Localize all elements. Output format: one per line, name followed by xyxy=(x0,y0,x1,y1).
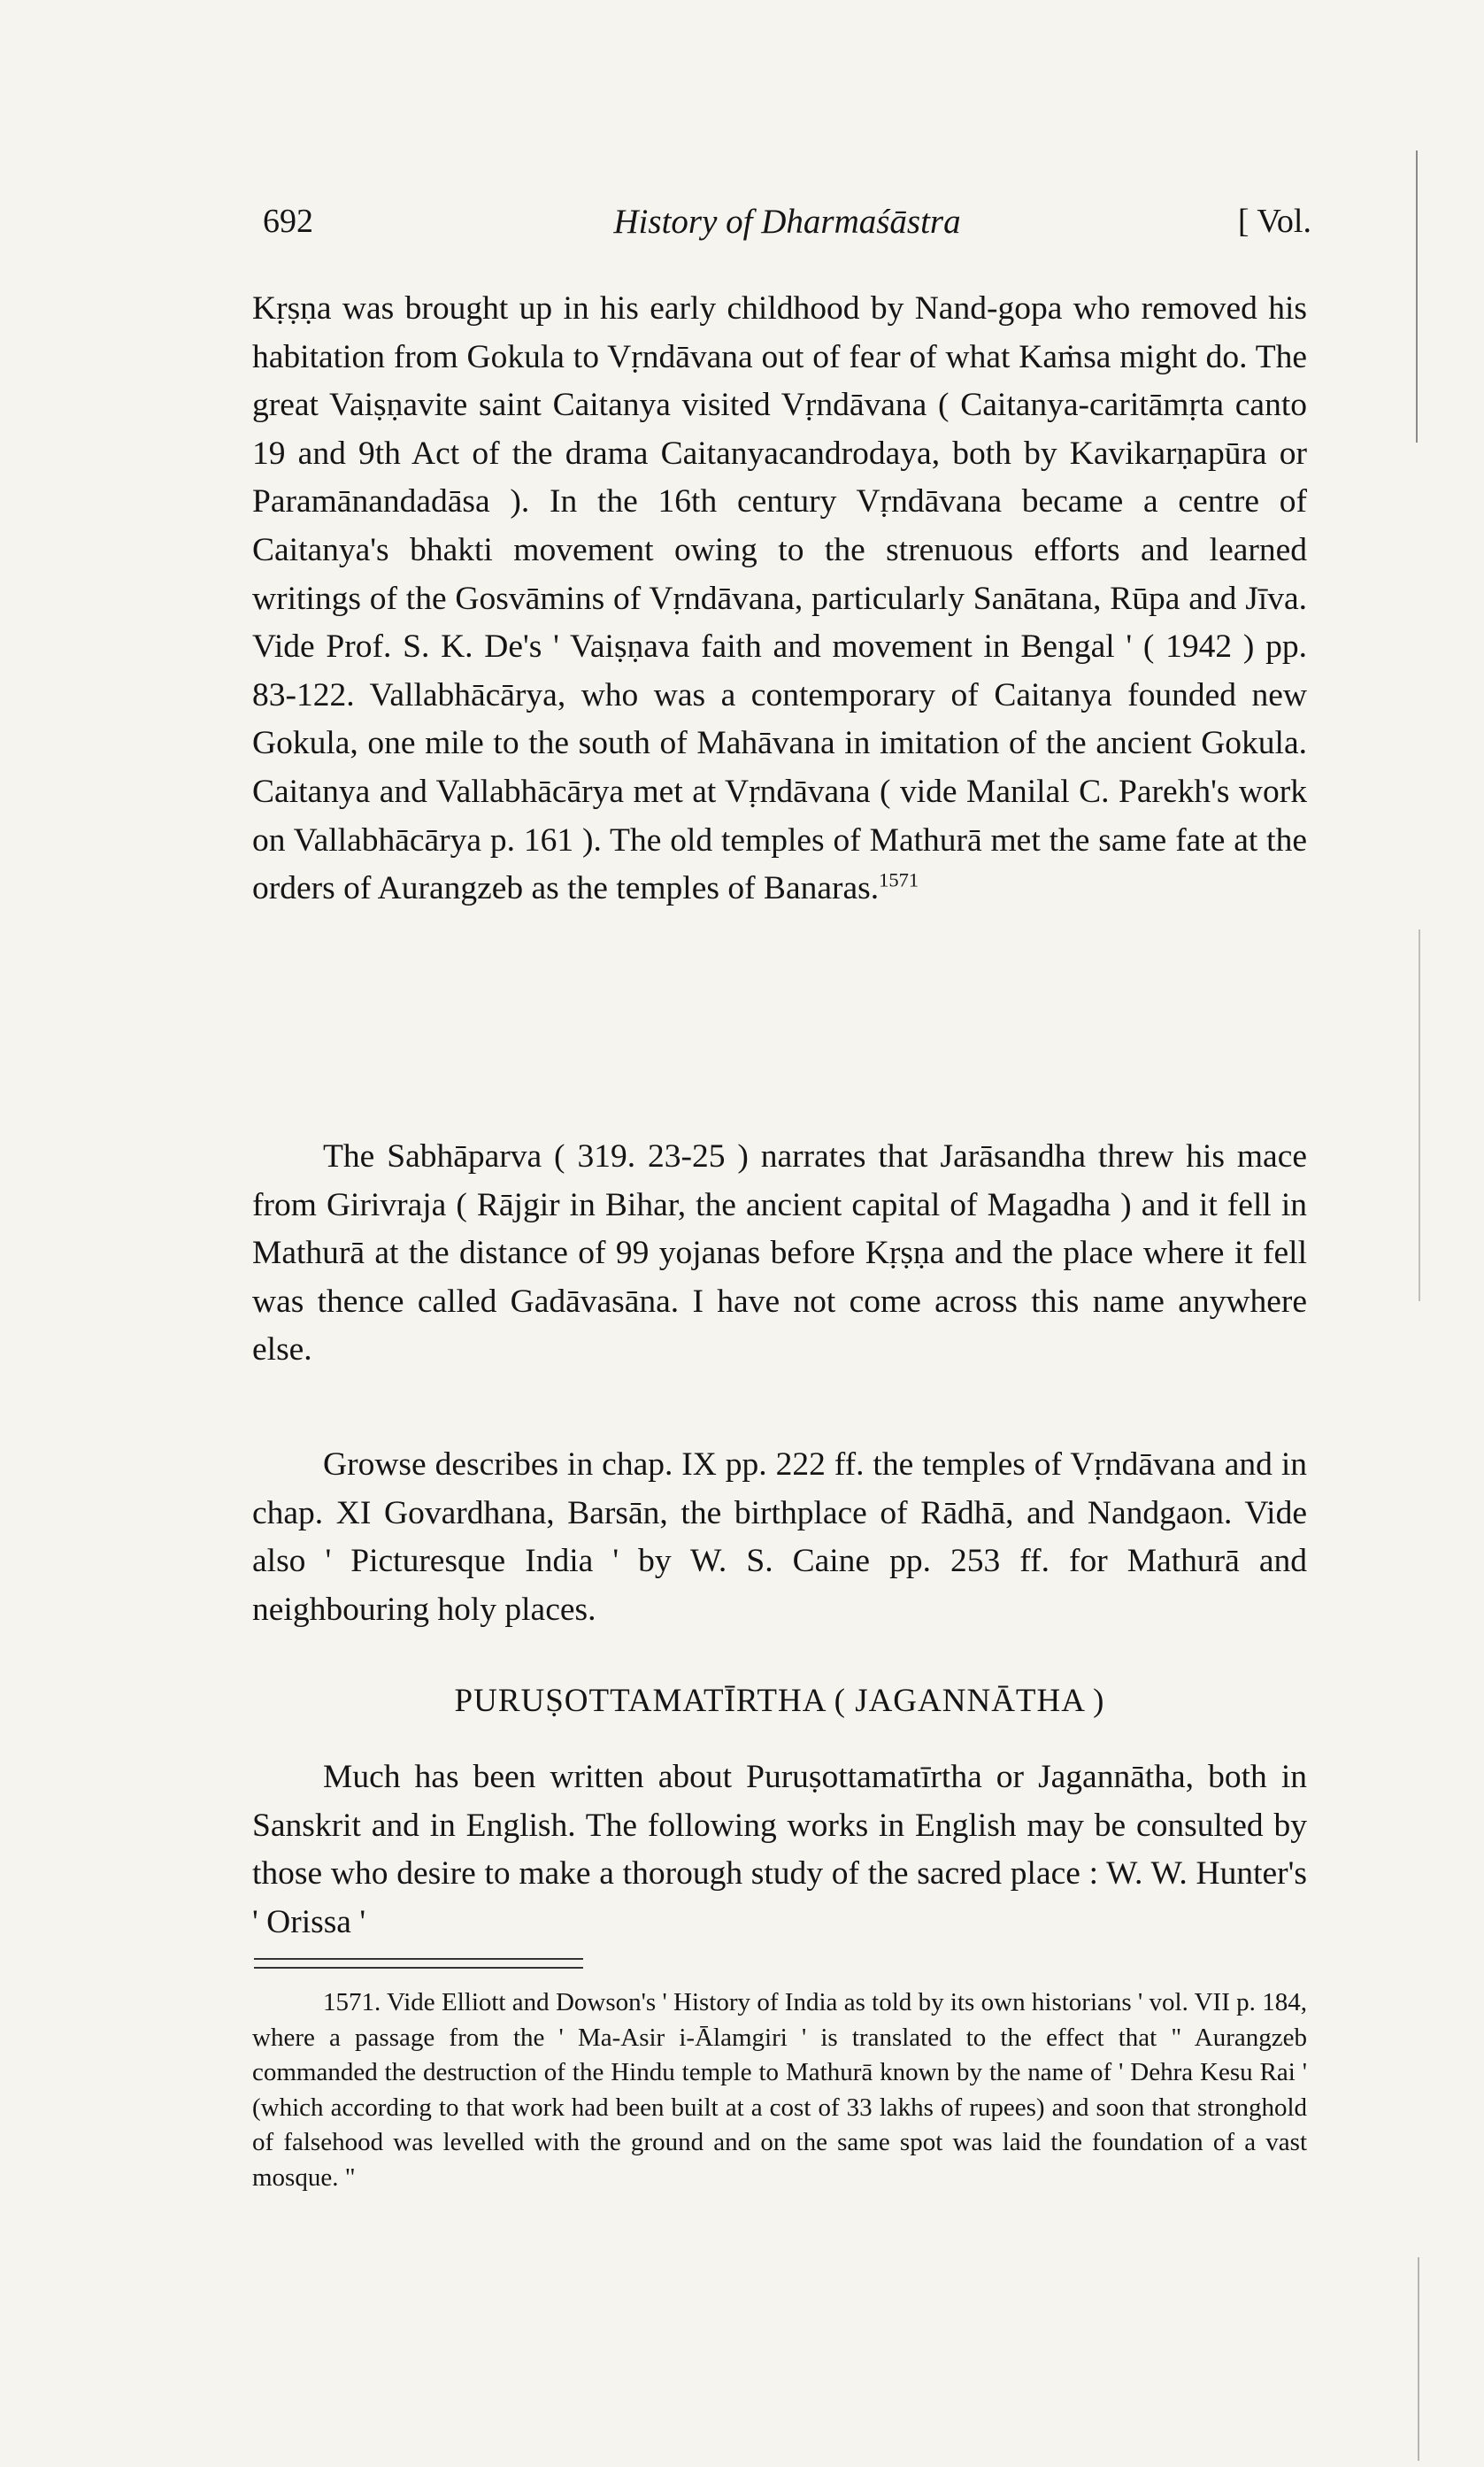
paragraph-growse: Growse describes in chap. IX pp. 222 ff. the temples of Vṛndāvana and in chap. XI Govardhana, Barsān, the birthplace of Rādhā, and Nandgaon. Vide also ' Picturesque India ' by W. S. Caine pp. 253 ff. for Mathurā and neighbouring holy places. xyxy=(252,1446,1307,1628)
footnote-separator xyxy=(254,1958,583,1969)
running-title: History of Dharmaśāstra xyxy=(613,203,961,241)
volume-label: [ Vol. xyxy=(1237,203,1311,240)
paragraph-vrndavana xyxy=(252,285,1307,914)
page-number: 692 xyxy=(263,203,313,240)
page-header xyxy=(263,202,1311,251)
footnote xyxy=(252,1985,1307,2195)
paragraph-purusottama: Much has been written about Puruṣottamatīrtha or Jagannātha, both in Sanskrit and in English. The following works in English may be consulted by those who desire to make a thorough study of the sacred place : W. W. Hunter's ' Orissa ' xyxy=(252,1759,1307,1940)
scan-margin-line xyxy=(1419,929,1420,1301)
scan-margin-line xyxy=(1418,2257,1419,2461)
section-heading: PURUṢOTTAMATĪRTHA ( JAGANNĀTHA ) xyxy=(454,1683,1105,1719)
footnote-number: 1571. xyxy=(323,1988,381,2016)
footnote-text: Vide Elliott and Dowson's ' History of India as told by its own historians ' vol. VII p. 184, where a passage from the ' Ma-Asir i-Ālamgiri ' is translated to the effect that " Aurangzeb commanded the destruction of the Hindu temple to Mathurā known by the name of ' Dehra Kesu Rai ' (which according to that work had been built at a cost of 33 lakhs of rupees) and soon that stronghold of falsehood was levelled with the ground and on the same spot was laid the foundation of a vast mosque. " xyxy=(252,1988,1307,2192)
paragraph-sabhaparva: The Sabhāparva ( 319. 23-25 ) narrates that Jarāsandha threw his mace from Girivraja ( Rājgir in Bihar, the ancient capital of Magadha ) and it fell in Mathurā at the distance of 99 yojanas before Kṛṣṇa and the place where it fell was thence called Gadāvasāna. I have not come across this name anywhere else. xyxy=(252,1138,1307,1368)
footnote-reference: 1571 xyxy=(879,868,919,891)
paragraph-text: Kṛṣṇa was brought up in his early childhood by Nand-gopa who removed his habitation from Gokula to Vṛndāvana out of fear of what Kaṁsa might do. The great Vaiṣṇavite saint Caitanya visited Vṛndāvana ( Caitanya-caritāmṛta canto 19 and 9th Act of the drama Caitanyacandrodaya, both by Kavikarṇapūra or Paramānandadāsa ). In the 16th century Vṛndāvana became a centre of Caitanya's bhakti movement owing to the strenuous efforts and learned writings of the Gosvāmins of Vṛndāvana, particularly Sanātana, Rūpa and Jīva. Vide Prof. S. K. De's ' Vaiṣṇava faith and movement in Bengal ' ( 1942 ) pp. 83-122. Vallabhācārya, who was a contemporary of Caitanya founded new Gokula, one mile to the south of Mahāvana in imitation of the ancient Gokula. Caitanya and Vallabhācārya met at Vṛndāvana ( vide Manilal C. Parekh's work on Vallabhācārya p. 161 ). The old temples of Mathurā met the same fate at the orders of Aurangzeb as the temples of Banaras. xyxy=(252,290,1307,907)
scan-margin-line xyxy=(1416,150,1418,443)
